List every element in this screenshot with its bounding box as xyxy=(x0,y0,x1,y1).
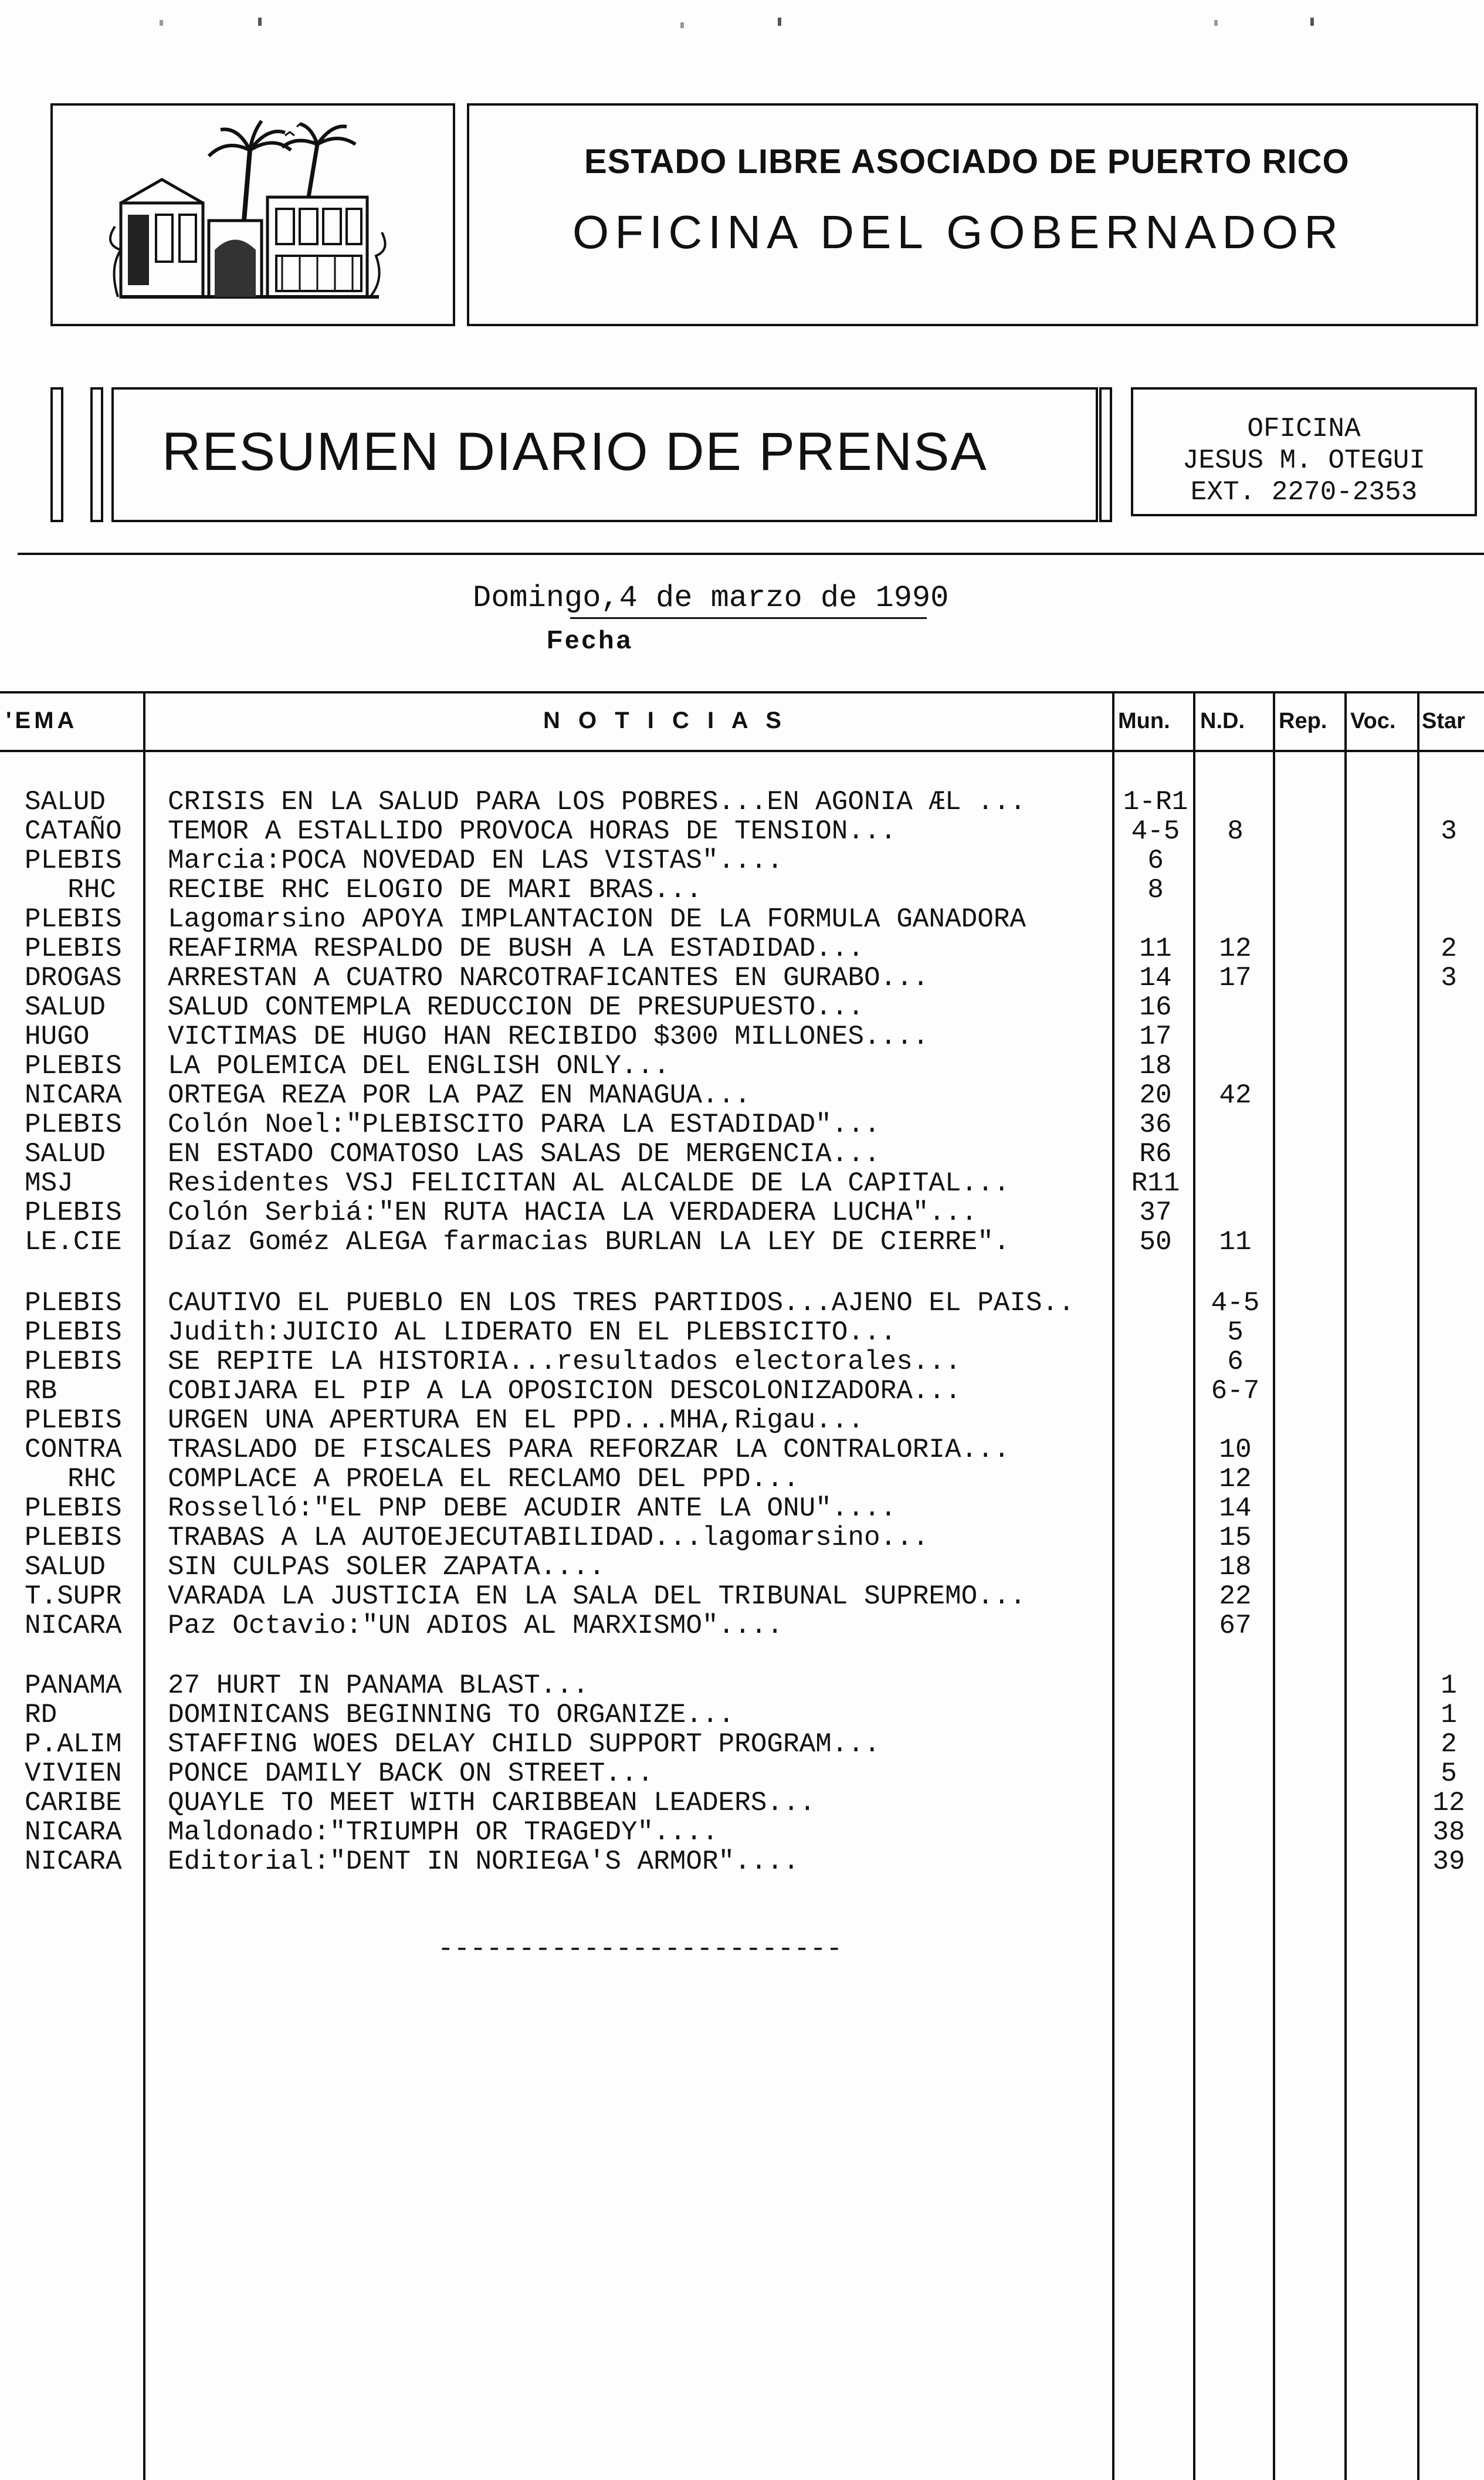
row-star-page: 39 xyxy=(1432,1846,1465,1877)
row-tema: T.SUPR xyxy=(25,1581,122,1612)
row-star-page: 3 xyxy=(1441,816,1457,847)
row-headline: Residentes VSJ FELICITAN AL ALCALDE DE LA CAPITAL... xyxy=(168,1169,1010,1198)
row-nd-page: 6-7 xyxy=(1211,1376,1260,1406)
table-row xyxy=(0,905,1484,934)
row-headline: Judith:JUICIO AL LIDERATO EN EL PLEBSICITO... xyxy=(168,1318,897,1347)
row-headline: Colón Serbiá:"EN RUTA HACIA LA VERDADERA LUCHA"... xyxy=(168,1198,978,1227)
table-row xyxy=(0,1788,1484,1818)
table-row xyxy=(0,1818,1484,1847)
table-row xyxy=(0,1110,1484,1139)
office-line1: OFICINA xyxy=(1247,414,1361,444)
row-headline: RECIBE RHC ELOGIO DE MARI BRAS... xyxy=(168,875,702,905)
table-row xyxy=(0,1435,1484,1464)
row-tema: NICARA xyxy=(25,1846,122,1877)
row-tema: MSJ xyxy=(25,1168,73,1199)
office-line2: JESUS M. OTEGUI xyxy=(1182,445,1426,476)
col-header-tema: 'EMA xyxy=(6,708,78,733)
row-headline: LA POLEMICA DEL ENGLISH ONLY... xyxy=(168,1051,670,1081)
row-tema: SALUD xyxy=(25,992,106,1023)
row-nd-page: 10 xyxy=(1219,1434,1252,1465)
row-tema: CARIBE xyxy=(25,1788,122,1818)
scan-mark xyxy=(778,18,781,26)
fecha-label: Fecha xyxy=(547,625,633,654)
row-headline: 27 HURT IN PANAMA BLAST... xyxy=(168,1671,589,1700)
row-star-page: 38 xyxy=(1432,1817,1465,1848)
row-tema: RHC xyxy=(67,1464,116,1494)
row-headline: ORTEGA REZA POR LA PAZ EN MANAGUA... xyxy=(168,1081,751,1110)
row-mun-page: 8 xyxy=(1147,875,1164,905)
row-tema: SALUD xyxy=(25,787,106,817)
banner-bar-left-1 xyxy=(50,387,63,522)
row-headline: REAFIRMA RESPALDO DE BUSH A LA ESTADIDAD... xyxy=(168,934,864,963)
table-row xyxy=(0,875,1484,905)
footer-dashes: ------------------------- xyxy=(438,1934,843,1964)
col-header-star: Star xyxy=(1422,709,1465,733)
row-tema: LE.CIE xyxy=(25,1227,122,1257)
row-nd-page: 12 xyxy=(1219,1464,1252,1494)
row-nd-page: 5 xyxy=(1227,1317,1244,1348)
row-headline: Paz Octavio:"UN ADIOS AL MARXISMO".... xyxy=(168,1611,783,1640)
row-nd-page: 4-5 xyxy=(1211,1288,1260,1318)
scan-mark xyxy=(1214,20,1218,26)
scan-mark xyxy=(258,18,262,26)
table-row xyxy=(0,934,1484,963)
table-row xyxy=(0,1227,1484,1257)
row-headline: QUAYLE TO MEET WITH CARIBBEAN LEADERS... xyxy=(168,1788,816,1818)
row-tema: VIVIEN xyxy=(25,1758,122,1789)
table-row xyxy=(0,1759,1484,1788)
row-tema: RHC xyxy=(67,875,116,905)
row-mun-page: 18 xyxy=(1139,1051,1172,1081)
table-row xyxy=(0,1406,1484,1435)
row-headline: COMPLACE A PROELA EL RECLAMO DEL PPD... xyxy=(168,1464,799,1494)
row-mun-page: R11 xyxy=(1131,1168,1180,1199)
table-row xyxy=(0,1318,1484,1347)
row-mun-page: 50 xyxy=(1139,1227,1172,1257)
table-row xyxy=(0,1671,1484,1700)
row-tema: CONTRA xyxy=(25,1434,122,1465)
table-header-bottom-border xyxy=(0,750,1484,752)
row-tema: PLEBIS xyxy=(25,1197,122,1228)
row-tema: NICARA xyxy=(25,1611,122,1641)
table-row xyxy=(0,1611,1484,1640)
table-row xyxy=(0,1081,1484,1110)
row-star-page: 3 xyxy=(1441,963,1457,993)
row-tema: SALUD xyxy=(25,1552,106,1582)
logo-box xyxy=(50,103,455,326)
row-nd-page: 67 xyxy=(1219,1611,1252,1641)
table-row xyxy=(0,993,1484,1022)
row-star-page: 1 xyxy=(1441,1700,1457,1730)
row-mun-page: 1-R1 xyxy=(1123,787,1188,817)
row-headline: CAUTIVO EL PUEBLO EN LOS TRES PARTIDOS...AJENO EL PAIS.. xyxy=(168,1288,1075,1318)
row-headline: SE REPITE LA HISTORIA...resultados electorales... xyxy=(168,1347,961,1376)
header-title-box xyxy=(467,103,1478,326)
row-tema: CATAÑO xyxy=(25,816,122,847)
table-top-border xyxy=(0,691,1484,693)
row-headline: TEMOR A ESTALLIDO PROVOCA HORAS DE TENSION... xyxy=(168,817,897,846)
row-tema: PLEBIS xyxy=(25,845,122,876)
col-header-rep: Rep. xyxy=(1279,709,1327,733)
row-tema: PLEBIS xyxy=(25,1405,122,1436)
row-tema: PLEBIS xyxy=(25,904,122,935)
banner-title-box xyxy=(111,387,1098,522)
col-header-mun: Mun. xyxy=(1118,709,1170,733)
row-nd-page: 22 xyxy=(1219,1581,1252,1612)
table-row xyxy=(0,1376,1484,1406)
la-fortaleza-logo xyxy=(50,103,455,326)
row-tema: PLEBIS xyxy=(25,1109,122,1140)
row-nd-page: 18 xyxy=(1219,1552,1252,1582)
row-mun-page: R6 xyxy=(1139,1139,1172,1169)
header-line1: ESTADO LIBRE ASOCIADO DE PUERTO RICO xyxy=(584,143,1350,181)
row-tema: PLEBIS xyxy=(25,1051,122,1081)
separator-line xyxy=(18,553,1484,555)
row-nd-page: 42 xyxy=(1219,1080,1252,1111)
row-nd-page: 17 xyxy=(1219,963,1252,993)
row-headline: SIN CULPAS SOLER ZAPATA.... xyxy=(168,1552,605,1582)
row-tema: PLEBIS xyxy=(25,1346,122,1377)
row-headline: TRASLADO DE FISCALES PARA REFORZAR LA CONTRALORIA... xyxy=(168,1435,1010,1464)
row-nd-page: 12 xyxy=(1219,933,1252,964)
row-headline: TRABAS A LA AUTOEJECUTABILIDAD...lagomarsino... xyxy=(168,1523,929,1552)
row-mun-page: 4-5 xyxy=(1131,816,1180,847)
table-row xyxy=(0,1051,1484,1081)
table-row xyxy=(0,1288,1484,1318)
office-line3: EXT. 2270-2353 xyxy=(1190,477,1418,507)
table-row xyxy=(0,1464,1484,1494)
banner-bar-left-2 xyxy=(90,387,103,522)
row-mun-page: 17 xyxy=(1139,1021,1172,1052)
row-mun-page: 11 xyxy=(1139,933,1172,964)
table-row xyxy=(0,1847,1484,1876)
row-tema: P.ALIM xyxy=(25,1729,122,1760)
row-headline: COBIJARA EL PIP A LA OPOSICION DESCOLONIZADORA... xyxy=(168,1376,961,1406)
table-row xyxy=(0,1494,1484,1523)
row-headline: Díaz Goméz ALEGA farmacias BURLAN LA LEY DE CIERRE". xyxy=(168,1227,1010,1257)
row-headline: Marcia:POCA NOVEDAD EN LAS VISTAS".... xyxy=(168,846,783,875)
table-row xyxy=(0,1169,1484,1198)
table-row xyxy=(0,1523,1484,1552)
table-row xyxy=(0,1700,1484,1730)
table-row xyxy=(0,817,1484,846)
header-line2: OFICINA DEL GOBERNADOR xyxy=(572,206,1344,258)
row-tema: PLEBIS xyxy=(25,1288,122,1318)
row-tema: PLEBIS xyxy=(25,933,122,964)
row-headline: Maldonado:"TRIUMPH OR TRAGEDY".... xyxy=(168,1818,719,1847)
table-row xyxy=(0,963,1484,993)
scan-mark xyxy=(160,20,163,26)
table-row xyxy=(0,1022,1484,1051)
row-mun-page: 20 xyxy=(1139,1080,1172,1111)
col-header-nd: N.D. xyxy=(1200,709,1245,733)
row-headline: SALUD CONTEMPLA REDUCCION DE PRESUPUESTO... xyxy=(168,993,864,1022)
row-tema: PLEBIS xyxy=(25,1317,122,1348)
row-star-page: 2 xyxy=(1441,1729,1457,1760)
row-headline: DOMINICANS BEGINNING TO ORGANIZE... xyxy=(168,1700,735,1730)
row-tema: SALUD xyxy=(25,1139,106,1169)
table-row xyxy=(0,1347,1484,1376)
row-headline: PONCE DAMILY BACK ON STREET... xyxy=(168,1759,654,1788)
table-row xyxy=(0,1198,1484,1227)
row-tema: RB xyxy=(25,1376,57,1406)
row-tema: NICARA xyxy=(25,1080,122,1111)
office-box xyxy=(1131,387,1477,516)
row-headline: ARRESTAN A CUATRO NARCOTRAFICANTES EN GURABO... xyxy=(168,963,929,993)
row-mun-page: 14 xyxy=(1139,963,1172,993)
table-row xyxy=(0,1582,1484,1611)
row-tema: RD xyxy=(25,1700,57,1730)
row-headline: URGEN UNA APERTURA EN EL PPD...MHA,Rigau... xyxy=(168,1406,864,1435)
row-tema: PLEBIS xyxy=(25,1493,122,1524)
row-tema: PANAMA xyxy=(25,1670,122,1701)
banner-bar-right xyxy=(1099,387,1112,522)
row-headline: Rosselló:"EL PNP DEBE ACUDIR ANTE LA ONU".... xyxy=(168,1494,897,1523)
scan-mark xyxy=(1310,18,1314,26)
table-row xyxy=(0,787,1484,817)
row-tema: HUGO xyxy=(25,1021,90,1052)
row-headline: Editorial:"DENT IN NORIEGA'S ARMOR".... xyxy=(168,1847,799,1876)
row-headline: CRISIS EN LA SALUD PARA LOS POBRES...EN AGONIA ÆL ... xyxy=(168,787,1026,817)
row-tema: DROGAS xyxy=(25,963,122,993)
row-headline: STAFFING WOES DELAY CHILD SUPPORT PROGRAM... xyxy=(168,1730,880,1759)
row-headline: VICTIMAS DE HUGO HAN RECIBIDO $300 MILLONES.... xyxy=(168,1022,929,1051)
row-nd-page: 11 xyxy=(1219,1227,1252,1257)
fecha-underline xyxy=(570,617,927,619)
row-nd-page: 14 xyxy=(1219,1493,1252,1524)
row-star-page: 5 xyxy=(1441,1758,1457,1789)
col-header-noticias: N O T I C I A S xyxy=(543,708,787,733)
row-mun-page: 36 xyxy=(1139,1109,1172,1140)
row-star-page: 2 xyxy=(1441,933,1457,964)
row-mun-page: 6 xyxy=(1147,845,1164,876)
table-row xyxy=(0,1139,1484,1169)
row-headline: Lagomarsino APOYA IMPLANTACION DE LA FORMULA GANADORA xyxy=(168,905,1026,934)
row-headline: Colón Noel:"PLEBISCITO PARA LA ESTADIDAD"... xyxy=(168,1110,880,1139)
col-header-voc: Voc. xyxy=(1350,709,1396,733)
fecha-date: Domingo,4 de marzo de 1990 xyxy=(473,581,949,615)
row-nd-page: 8 xyxy=(1227,816,1244,847)
row-tema: NICARA xyxy=(25,1817,122,1848)
row-star-page: 12 xyxy=(1432,1788,1465,1818)
row-mun-page: 16 xyxy=(1139,992,1172,1023)
banner-title: RESUMEN DIARIO DE PRENSA xyxy=(162,422,988,482)
row-tema: PLEBIS xyxy=(25,1522,122,1553)
row-headline: EN ESTADO COMATOSO LAS SALAS DE MERGENCIA... xyxy=(168,1139,880,1169)
row-mun-page: 37 xyxy=(1139,1197,1172,1228)
row-nd-page: 15 xyxy=(1219,1522,1252,1553)
row-star-page: 1 xyxy=(1441,1670,1457,1701)
row-headline: VARADA LA JUSTICIA EN LA SALA DEL TRIBUNAL SUPREMO... xyxy=(168,1582,1026,1611)
table-row xyxy=(0,846,1484,875)
table-row xyxy=(0,1730,1484,1759)
table-row xyxy=(0,1552,1484,1582)
row-nd-page: 6 xyxy=(1227,1346,1244,1377)
scan-mark xyxy=(680,22,684,28)
